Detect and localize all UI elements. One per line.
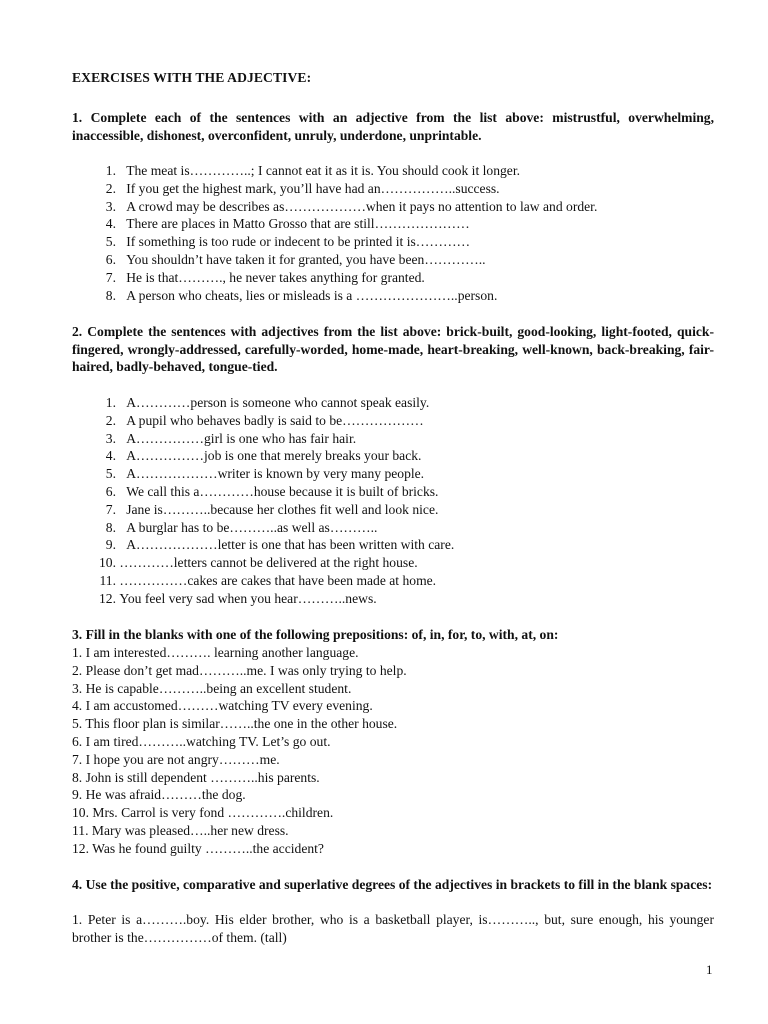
list-item-text: A…………person is someone who cannot speak easily. (126, 395, 430, 410)
list-item-text: If you get the highest mark, you’ll have had an……………..success. (126, 180, 500, 196)
list-item-text: You feel very sad when you hear………..news. (119, 590, 377, 606)
list-item: 6. We call this a…………house because it is built of bricks. (105, 483, 439, 499)
list-item: 10. …………letters cannot be delivered at the right house. (99, 555, 418, 571)
list-item: 6. I am tired………..watching TV. Let’s go out. (72, 733, 331, 749)
list-item: 3. A crowd may be describes as………………when it pays no attention to law and order. (105, 198, 598, 214)
list-item-text: ……………cakes are cakes that have been made at home. (119, 572, 437, 588)
list-item: 6. You shouldn’t have taken it for granted, you have been………….. (105, 251, 486, 267)
list-item: 11. ……………cakes are cakes that have been made at home. (99, 572, 437, 588)
list-item: 12. Was he found guilty ………..the accident? (72, 840, 324, 856)
list-item: 2. If you get the highest mark, you’ll have had an……………..success. (105, 180, 500, 196)
section-1-heading: 1. Complete each of the sentences with an adjective from the list above: mistrustful, overwhelming, inaccessible, dishonest, overconfident, unruly, underdone, unprintable. (72, 110, 714, 143)
section-3-heading: 3. Fill in the blanks with one of the following prepositions: of, in, for, to, with, at, on: (72, 627, 559, 642)
list-item-text: If something is too rude or indecent to be printed it is………… (126, 234, 471, 250)
list-item: 9. He was afraid………the dog. (72, 787, 246, 803)
list-item: 1. The meat is…………..; I cannot eat it as it is. You should cook it longer. (105, 163, 521, 178)
list-item-text: A………………letter is one that has been written with care. (126, 537, 455, 553)
list-item-text: A……………girl is one who has fair hair. (126, 430, 357, 446)
section-2-list (92, 394, 454, 608)
list-item: 1. A…………person is someone who cannot speak easily. (105, 395, 430, 410)
section-2-heading: 2. Complete the sentences with adjectives from the list above: brick-built, good-looking, light-footed, quick-fingered, wrongly-addressed, carefully-worded, home-made, heart-breaking, well-known, back-breaking, fair-haired, badly-behaved, tongue-tied. (72, 324, 714, 375)
list-item: 5. If something is too rude or indecent to be printed it is………… (105, 234, 471, 250)
list-item: 4. There are places in Matto Grosso that are still………………… (105, 216, 470, 232)
list-item-text: A………………writer is known by very many people. (126, 466, 425, 482)
section-4-paragraph: 1. Peter is a……….boy. His elder brother, who is a basketball player, is……….., but, sure enough, his younger brother is the……………of them. (tall) (72, 912, 714, 945)
list-item-text: He is that………., he never takes anything for granted. (126, 269, 425, 285)
section-3-list (72, 644, 407, 858)
list-item: 5. A………………writer is known by very many people. (105, 466, 425, 482)
list-item: 2. Please don’t get mad………..me. I was only trying to help. (72, 662, 407, 678)
list-item-text: The meat is…………..; I cannot eat it as it is. You should cook it longer. (126, 163, 521, 178)
list-item: 7. I hope you are not angry………me. (72, 751, 280, 767)
list-item: 12. You feel very sad when you hear………..news. (99, 590, 377, 606)
list-item: 5. This floor plan is similar……..the one in the other house. (72, 716, 398, 732)
list-item: 7. He is that………., he never takes anything for granted. (105, 269, 425, 285)
list-item: 11. Mary was pleased…..her new dress. (72, 822, 289, 838)
list-item: 2. A pupil who behaves badly is said to be……………… (105, 412, 424, 428)
page-number: 1 (706, 962, 713, 977)
list-item-text: We call this a…………house because it is built of bricks. (126, 483, 439, 499)
section-4-heading: 4. Use the positive, comparative and superlative degrees of the adjectives in brackets to fill in the blank spaces: (72, 877, 713, 892)
list-item: 10. Mrs. Carrol is very fond ………….children. (72, 805, 334, 821)
list-item-text: Jane is………..because her clothes fit well and look nice. (126, 501, 439, 517)
page-title: EXERCISES WITH THE ADJECTIVE: (72, 70, 312, 85)
list-item: 7. Jane is………..because her clothes fit well and look nice. (105, 501, 439, 517)
list-item-text: A burglar has to be………..as well as……….. (126, 519, 378, 535)
list-item-text: A pupil who behaves badly is said to be……………… (126, 412, 424, 428)
list-item-text: There are places in Matto Grosso that are still………………… (126, 216, 470, 232)
list-item: 4. A……………job is one that merely breaks your back. (105, 448, 422, 464)
list-item-text: A crowd may be describes as………………when it pays no attention to law and order. (126, 198, 598, 214)
list-item: 1. I am interested………. learning another language. (72, 645, 359, 660)
list-item: 8. A person who cheats, lies or misleads is a …………………..person. (105, 287, 498, 303)
section-1-list (92, 162, 597, 304)
list-item-text: A……………job is one that merely breaks your back. (126, 448, 422, 464)
list-item: 3. He is capable………..being an excellent student. (72, 680, 352, 696)
list-item-text: You shouldn’t have taken it for granted, you have been………….. (126, 251, 486, 267)
list-item: 8. John is still dependent ………..his parents. (72, 769, 320, 785)
list-item: 4. I am accustomed………watching TV every evening. (72, 698, 373, 714)
list-item: 9. A………………letter is one that has been written with care. (105, 537, 455, 553)
list-item: 3. A……………girl is one who has fair hair. (105, 430, 357, 446)
list-item-text: A person who cheats, lies or misleads is a …………………..person. (126, 287, 498, 303)
list-item: 8. A burglar has to be………..as well as……….. (105, 519, 378, 535)
list-item-text: …………letters cannot be delivered at the right house. (119, 555, 418, 571)
